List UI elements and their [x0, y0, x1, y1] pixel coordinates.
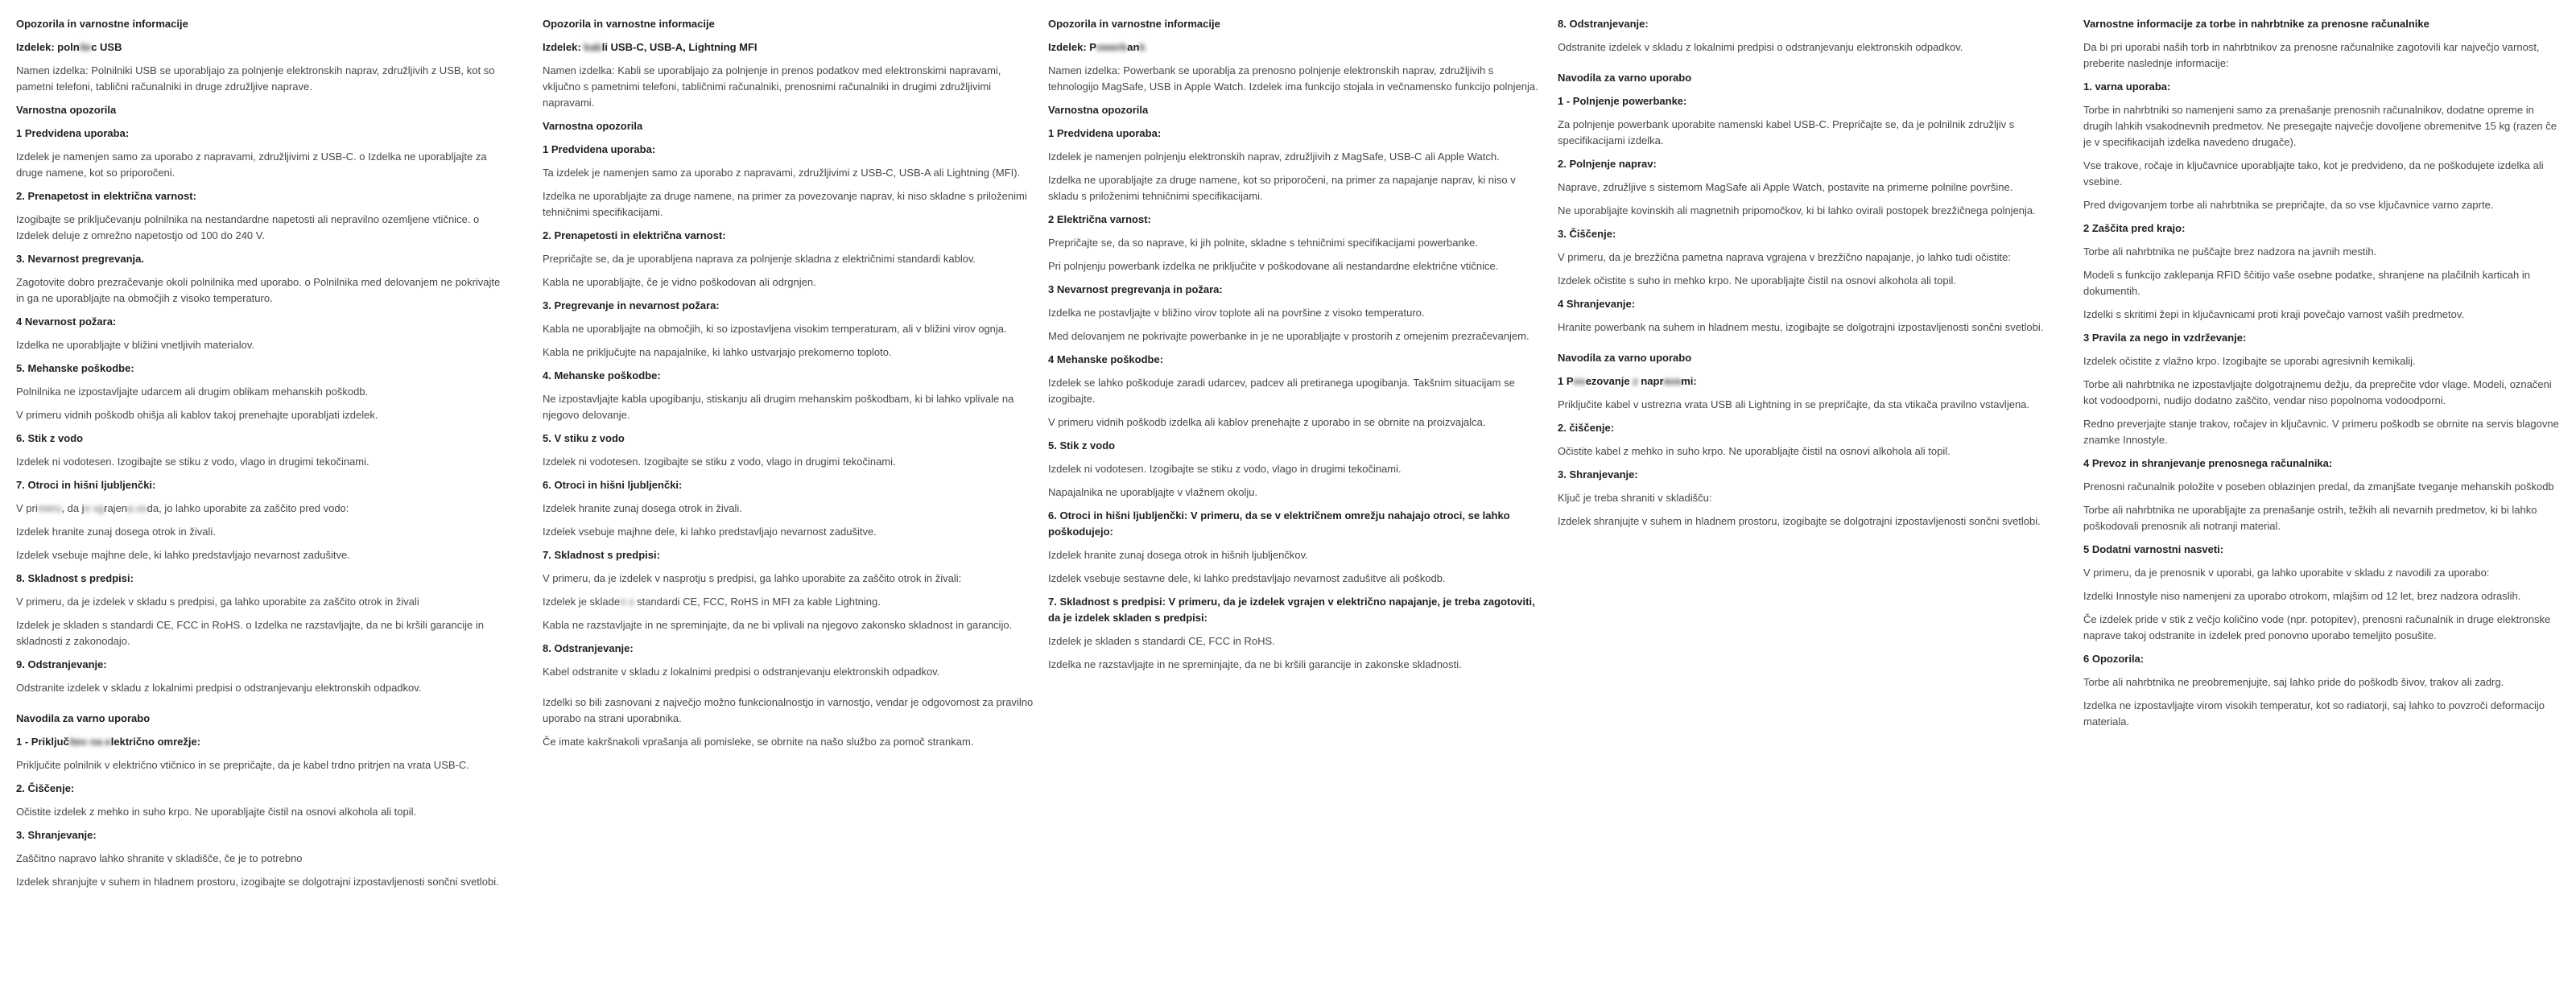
paragraph: Napajalnika ne uporabljajte v vlažnem okolju.	[1048, 486, 1258, 498]
section-heading: Varnostna opozorila	[543, 120, 643, 132]
paragraph: V primeru, da je prenosnik v uporabi, ga lahko uporabite v skladu z navodili za uporabo:	[2083, 567, 2490, 579]
section-heading: 1. varna uporaba:	[2083, 80, 2171, 93]
paragraph: Če imate kakršnakoli vprašanja ali pomisleke, se obrnite na našo službo za pomoč strankam.	[543, 736, 974, 748]
paragraph: Izdelek shranjujte v suhem in hladnem prostoru, izogibajte se dolgotrajni izpostavljenosti sončni svetlobi.	[16, 876, 499, 888]
paragraph: Izdelka ne uporabljajte za druge namene, na primer za povezovanje naprav, ki niso skladne s priloženimi tehničnimi specifikacijami.	[543, 190, 1027, 218]
paragraph: Torbe ali nahrbtnika ne puščajte brez nadzora na javnih mestih.	[2083, 245, 2377, 258]
paragraph: Izdelek očistite s suho in mehko krpo. Ne uporabljajte čistil na osnovi alkohola ali topil.	[1558, 274, 1956, 287]
section-heading: 4 Mehanske poškodbe:	[1048, 353, 1164, 365]
paragraph: Izdelka ne izpostavljajte virom visokih temperatur, kot so radiatorji, saj lahko to povzroči deformacijo materiala.	[2083, 699, 2545, 728]
paragraph: Da bi pri uporabi naših torb in nahrbtnikov za prenosne računalnike zagotovili kar največjo varnost, preberite naslednje informacije:	[2083, 41, 2540, 69]
blurred-text: e vg	[84, 502, 105, 514]
section-heading: 7. Otroci in hišni ljubljenčki:	[16, 479, 156, 491]
section-heading: Opozorila in varnostne informacije	[16, 18, 188, 30]
section-heading: Varnostna opozorila	[1048, 104, 1149, 116]
section-heading: Izdelek: kabli USB-C, USB-A, Lightning MFI	[543, 41, 758, 53]
paragraph: Ta izdelek je namenjen samo za uporabo z napravami, združljivimi z USB-C, USB-A ali Lightning (MFI).	[543, 167, 1021, 179]
paragraph: Če izdelek pride v stik z večjo količino vode (npr. potopitev), prenosni računalnik in druge elektronske naprave takoj odstranite in izdelek pred ponovno uporabo temeljito posušite.	[2083, 613, 2551, 641]
paragraph: Pri polnjenju powerbank izdelka ne priključite v poškodovane ali nestandardne električne vtičnice.	[1048, 260, 1499, 272]
section-heading: Varnostne informacije za torbe in nahrbtnike za prenosne računalnike	[2083, 18, 2429, 30]
paragraph: Izdelka ne uporabljajte za druge namene, kot so priporočeni, na primer za napajanje naprav, ki niso v skladu s priloženimi tehničnimi specifikacijami.	[1048, 174, 1516, 202]
section-heading: 1 Predvidena uporaba:	[1048, 127, 1162, 139]
section-heading: 8. Odstranjevanje:	[1558, 18, 1649, 30]
section-heading: 8. Odstranjevanje:	[543, 642, 634, 654]
section-heading: 6 Opozorila:	[2083, 653, 2145, 665]
paragraph: Polnilnika ne izpostavljajte udarcem ali drugim oblikam mehanskih poškodb.	[16, 385, 369, 398]
blurred-text: itev na e	[68, 736, 111, 748]
text-column-1	[16, 16, 509, 897]
section-heading: 3. Nevarnost pregrevanja.	[16, 253, 144, 265]
paragraph: Izdelek vsebuje majhne dele, ki lahko predstavljajo nevarnost zadušitve.	[543, 526, 877, 538]
paragraph: Izdelki Innostyle niso namenjeni za uporabo otrokom, mlajšim od 12 let, brez nadzora odraslih.	[2083, 590, 2521, 602]
section-heading: 2. Prenapetosti in električna varnost:	[543, 229, 726, 241]
paragraph: Prepričajte se, da so naprave, ki jih polnite, skladne s tehničnimi specifikacijami powerbanke.	[1048, 237, 1478, 249]
paragraph: Ne uporabljajte kovinskih ali magnetnih pripomočkov, ki bi lahko ovirali postopek brezžičnega polnjenja.	[1558, 204, 2036, 216]
section-heading: 2. Prenapetost in električna varnost:	[16, 190, 196, 202]
paragraph: Vse trakove, ročaje in ključavnice uporabljajte tako, kot je predvideno, da ne poškodujete izdelka ali vsebine.	[2083, 159, 2544, 188]
blurred-text: ov	[1573, 375, 1586, 387]
blurred-text: meru	[37, 502, 62, 514]
paragraph: Izdelek ni vodotesen. Izogibajte se stiku z vodo, vlago in drugimi tekočinami.	[16, 456, 369, 468]
blurred-text: kab	[584, 41, 602, 53]
section-heading: 4 Prevoz in shranjevanje prenosnega računalnika:	[2083, 457, 2333, 469]
paragraph: Za polnjenje powerbank uporabite namenski kabel USB-C. Prepričajte se, da je polnilnik združljiv s specifikacijami izdelka.	[1558, 118, 2015, 146]
paragraph: Prenosni računalnik položite v poseben oblazinjen predal, da zmanjšate tveganje mehanskih poškodb	[2083, 480, 2554, 493]
paragraph: Med delovanjem ne pokrivajte powerbanke in je ne uporabljajte v prostorih z omejenim prezračevanjem.	[1048, 330, 1530, 342]
blurred-text: n s	[620, 596, 634, 608]
section-heading: Izdelek: polnilec USB	[16, 41, 122, 53]
paragraph: Izdelki s skritimi žepi in ključavnicami proti kraji povečajo varnost vaših predmetov.	[2083, 308, 2464, 320]
section-heading: 2. Polnjenje naprav:	[1558, 158, 1657, 170]
section-heading: 4. Mehanske poškodbe:	[543, 369, 661, 381]
section-heading: 1 - Polnjenje powerbanke:	[1558, 95, 1687, 107]
section-heading: 6. Stik z vodo	[16, 432, 84, 444]
section-heading: 4 Nevarnost požara:	[16, 315, 117, 328]
text-column-3	[1048, 16, 1541, 680]
paragraph: Namen izdelka: Powerbank se uporablja za prenosno polnjenje elektronskih naprav, združljivih s tehnologijo MagSafe, USB in Apple Watch. Izdelek ima funkcijo stojala in večnamensko funkcijo polnjenja.	[1048, 64, 1538, 93]
section-heading: 2 Zaščita pred krajo:	[2083, 222, 2186, 234]
blurred-text: ile	[79, 41, 92, 53]
paragraph: Izdelek se lahko poškoduje zaradi udarcev, padcev ali pretiranega upogibanja. Takšnim situacijam se izogibajte.	[1048, 377, 1515, 405]
paragraph: Izogibajte se priključevanju polnilnika na nestandardne napetosti ali nepravilno ozemljene vtičnice. o Izdelek deluje z omrežno napetostjo od 100 do 240 V.	[16, 213, 480, 241]
paragraph: Namen izdelka: Polnilniki USB se uporabljajo za polnjenje elektronskih naprav, združljivih z USB, kot so pametni telefoni, tablični računalniki in druge združljive naprave.	[16, 64, 495, 93]
paragraph: V primeru vidnih poškodb izdelka ali kablov prenehajte z uporabo in se obrnite na proizvajalca.	[1048, 416, 1486, 428]
paragraph: Odstranite izdelek v skladu z lokalnimi predpisi o odstranjevanju elektronskih odpadkov.	[16, 682, 422, 694]
text-column-5	[2083, 16, 2560, 737]
paragraph: Torbe in nahrbtniki so namenjeni samo za prenašanje prenosnih računalnikov, dodatne opreme in drugih lahkih vsakodnevnih predmetov. Ne presegajte največje dovoljene obremenitve 15 kg (razen če je v specifikacijah izdelka navedeno drugače).	[2083, 104, 2557, 148]
paragraph: Odstranite izdelek v skladu z lokalnimi predpisi o odstranjevanju elektronskih odpadkov.	[1558, 41, 1963, 53]
section-heading: 3. Shranjevanje:	[16, 829, 97, 841]
section-heading: 2. čiščenje:	[1558, 422, 1615, 434]
section-heading: 2 Električna varnost:	[1048, 213, 1151, 225]
section-heading: 5. V stiku z vodo	[543, 432, 625, 444]
section-heading: 7. Skladnost s predpisi: V primeru, da je izdelek vgrajen v električno napajanje, je treba zagotoviti, da je izdelek skladen s predpisi:	[1048, 596, 1535, 624]
paragraph: Izdelek je skladen s standardi CE, FCC in RoHS. o Izdelka ne razstavljajte, da ne bi kršili garancije in skladnosti z zakonodajo.	[16, 619, 484, 647]
section-heading: 5 Dodatni varnostni nasveti:	[2083, 543, 2224, 555]
section-heading: Navodila za varno uporabo	[1558, 352, 1692, 364]
paragraph: Izdelek je skladen s standardi CE, FCC, RoHS in MFI za kable Lightning.	[543, 596, 881, 608]
paragraph: Izdelek hranite zunaj dosega otrok in živali.	[16, 526, 216, 538]
paragraph: Izdelek vsebuje majhne dele, ki lahko predstavljajo nevarnost zadušitve.	[16, 549, 350, 561]
paragraph: Očistite kabel z mehko in suho krpo. Ne uporabljajte čistil na osnovi alkohola ali topil.	[1558, 445, 1951, 457]
paragraph: Izdelki so bili zasnovani z največjo možno funkcionalnostjo in varnostjo, vendar je odgovornost za pravilno uporabo na strani uporabnika.	[543, 696, 1034, 724]
blurred-text: ava	[1663, 375, 1682, 387]
paragraph: Kabel odstranite v skladu z lokalnimi predpisi o odstranjevanju elektronskih odpadkov.	[543, 666, 940, 678]
section-heading: 8. Skladnost s predpisi:	[16, 572, 134, 584]
paragraph: Izdelek očistite z vlažno krpo. Izogibajte se uporabi agresivnih kemikalij.	[2083, 355, 2416, 367]
section-heading: 3 Pravila za nego in vzdrževanje:	[2083, 332, 2247, 344]
section-heading: 1 Predvidena uporaba:	[543, 143, 656, 155]
section-heading: 5. Stik z vodo	[1048, 439, 1116, 451]
section-heading: 3. Čiščenje:	[1558, 228, 1616, 240]
paragraph: Torbe ali nahrbtnika ne uporabljajte za prenašanje ostrih, težkih ali nevarnih predmetov, ki bi lahko poškodovali prenosnik ali notranji material.	[2083, 504, 2537, 532]
paragraph: Kabla ne priključujte na napajalnike, ki lahko ustvarjajo prekomerno toploto.	[543, 346, 892, 358]
paragraph: Ključ je treba shraniti v skladišču:	[1558, 492, 1712, 504]
section-heading: 9. Odstranjevanje:	[16, 658, 107, 670]
paragraph: Naprave, združljive s sistemom MagSafe ali Apple Watch, postavite na primerne polnilne površine.	[1558, 181, 2013, 193]
section-heading: 7. Skladnost s predpisi:	[543, 549, 660, 561]
paragraph: Izdelka ne razstavljajte in ne spreminjajte, da ne bi kršili garancije in zakonske skladnosti.	[1048, 658, 1462, 670]
paragraph: Priključite polnilnik v električno vtičnico in se prepričajte, da je kabel trdno pritrjen na vrata USB-C.	[16, 759, 469, 771]
paragraph: V primeru, da je izdelek v nasprotju s predpisi, ga lahko uporabite za zaščito otrok in živali:	[543, 572, 962, 584]
section-heading: 3. Pregrevanje in nevarnost požara:	[543, 299, 720, 311]
paragraph: Zagotovite dobro prezračevanje okoli polnilnika med uporabo. o Polnilnika med delovanjem ne pokrivajte in ga ne uporabljajte na območjih z visoko temperaturo.	[16, 276, 501, 304]
section-heading: 6. Otroci in hišni ljubljenčki: V primeru, da se v električnem omrežju nahajajo otroci, se lahko poškodujejo:	[1048, 509, 1510, 538]
paragraph: Izdelek shranjujte v suhem in hladnem prostoru, izogibajte se dolgotrajni izpostavljenosti sončni svetlobi.	[1558, 515, 2041, 527]
paragraph: Namen izdelka: Kabli se uporabljajo za polnjenje in prenos podatkov med elektronskimi napravami, vključno s pametnimi telefoni, tabličnimi računalniki, prenosnimi računalniki in drugimi združljivimi napravami.	[543, 64, 1001, 109]
section-heading: Izdelek: Powerbank	[1048, 41, 1146, 53]
paragraph: Izdelek hranite zunaj dosega otrok in živali.	[543, 502, 742, 514]
paragraph: Izdelek ni vodotesen. Izogibajte se stiku z vodo, vlago in drugimi tekočinami.	[1048, 463, 1402, 475]
section-heading: 3. Shranjevanje:	[1558, 468, 1638, 480]
section-heading: 2. Čiščenje:	[16, 782, 75, 794]
paragraph: Zaščitno napravo lahko shranite v skladišče, če je to potrebno	[16, 852, 303, 864]
text-column-2	[543, 16, 1035, 757]
paragraph: V primeru vidnih poškodb ohišja ali kablov takoj prenehajte uporabljati izdelek.	[16, 409, 378, 421]
blurred-text: owerb	[1096, 41, 1128, 53]
section-heading: Varnostna opozorila	[16, 104, 117, 116]
section-heading: Navodila za varno uporabo	[16, 712, 151, 724]
section-heading: 1 Povezovanje z napravami:	[1558, 375, 1697, 387]
paragraph: Pred dvigovanjem torbe ali nahrbtnika se prepričajte, da so vse ključavnice varno zaprte.	[2083, 199, 2494, 211]
paragraph: Kabla ne uporabljajte, če je vidno poškodovan ali odrgnjen.	[543, 276, 816, 288]
paragraph: Redno preverjajte stanje trakov, ročajev in ključavnic. V primeru poškodb se obrnite na servis blagovne znamke Innostyle.	[2083, 418, 2559, 446]
blurred-text: a vo	[127, 502, 147, 514]
section-heading: 1 - Priključitev na električno omrežje:	[16, 736, 201, 748]
section-heading: Opozorila in varnostne informacije	[1048, 18, 1220, 30]
paragraph: Kabla ne razstavljajte in ne spreminjajte, da ne bi vplivali na njegovo zakonsko skladnost in garancijo.	[543, 619, 1013, 631]
paragraph: V primeru, da je vgrajena voda, jo lahko uporabite za zaščito pred vodo:	[16, 502, 349, 514]
paragraph: Hranite powerbank na suhem in hladnem mestu, izogibajte se dolgotrajni izpostavljenosti sončni svetlobi.	[1558, 321, 2044, 333]
paragraph: Izdelka ne uporabljajte v bližini vnetljivih materialov.	[16, 339, 255, 351]
paragraph: Izdelek vsebuje sestavne dele, ki lahko predstavljajo nevarnost zadušitve ali poškodb.	[1048, 572, 1446, 584]
paragraph: Prepričajte se, da je uporabljena naprava za polnjenje skladna z električnimi standardi kablov.	[543, 253, 976, 265]
paragraph: Izdelek ni vodotesen. Izogibajte se stiku z vodo, vlago in drugimi tekočinami.	[543, 456, 896, 468]
section-heading: 6. Otroci in hišni ljubljenčki:	[543, 479, 683, 491]
paragraph: Izdelek je skladen s standardi CE, FCC in RoHS.	[1048, 635, 1275, 647]
section-heading: Opozorila in varnostne informacije	[543, 18, 715, 30]
blurred-text: k	[1139, 41, 1146, 53]
section-heading: 1 Predvidena uporaba:	[16, 127, 130, 139]
paragraph: Modeli s funkcijo zaklepanja RFID ščitijo vaše osebne podatke, shranjene na plačilnih karticah in dokumentih.	[2083, 269, 2530, 297]
paragraph: Kabla ne uporabljajte na območjih, ki so izpostavljena visokim temperaturam, ali v bližini virov ognja.	[543, 323, 1007, 335]
paragraph: Ne izpostavljajte kabla upogibanju, stiskanju ali drugim mehanskim poškodbam, ki bi lahko vplivale na njegovo delovanje.	[543, 393, 1014, 421]
paragraph: Izdelek je namenjen polnjenju elektronskih naprav, združljivih z MagSafe, USB-C ali Apple Watch.	[1048, 150, 1500, 163]
paragraph: Očistite izdelek z mehko in suho krpo. Ne uporabljajte čistil na osnovi alkohola ali topil.	[16, 806, 417, 818]
paragraph: V primeru, da je brezžična pametna naprava vgrajena v brezžično napajanje, jo lahko tudi očistite:	[1558, 251, 2011, 263]
text-column-4	[1558, 16, 2050, 537]
section-heading: 4 Shranjevanje:	[1558, 298, 1636, 310]
paragraph: Izdelka ne postavljajte v bližino virov toplote ali na površine z visoko temperaturo.	[1048, 307, 1425, 319]
paragraph: Torbe ali nahrbtnika ne izpostavljajte dolgotrajnemu dežju, da preprečite vdor vlage. Modeli, označeni kot vodoodporni, nudijo dodatno zaščito, vendar niso popolnoma vodoodporni.	[2083, 378, 2552, 406]
paragraph: Izdelek je namenjen samo za uporabo z napravami, združljivimi z USB-C. o Izdelka ne uporabljajte za druge namene, kot so priporočeni.	[16, 150, 487, 179]
section-heading: 3 Nevarnost pregrevanja in požara:	[1048, 283, 1223, 295]
paragraph: Izdelek hranite zunaj dosega otrok in hišnih ljubljenčkov.	[1048, 549, 1308, 561]
section-heading: Navodila za varno uporabo	[1558, 72, 1692, 84]
blurred-text: z	[1633, 375, 1638, 387]
section-heading: 5. Mehanske poškodbe:	[16, 362, 134, 374]
paragraph: V primeru, da je izdelek v skladu s predpisi, ga lahko uporabite za zaščito otrok in živali	[16, 596, 419, 608]
paragraph: Priključite kabel v ustrezna vrata USB ali Lightning in se prepričajte, da sta vtikača pravilno vstavljena.	[1558, 398, 2030, 410]
paragraph: Torbe ali nahrbtnika ne preobremenjujte, saj lahko pride do poškodb šivov, trakov ali zadrg.	[2083, 676, 2504, 688]
